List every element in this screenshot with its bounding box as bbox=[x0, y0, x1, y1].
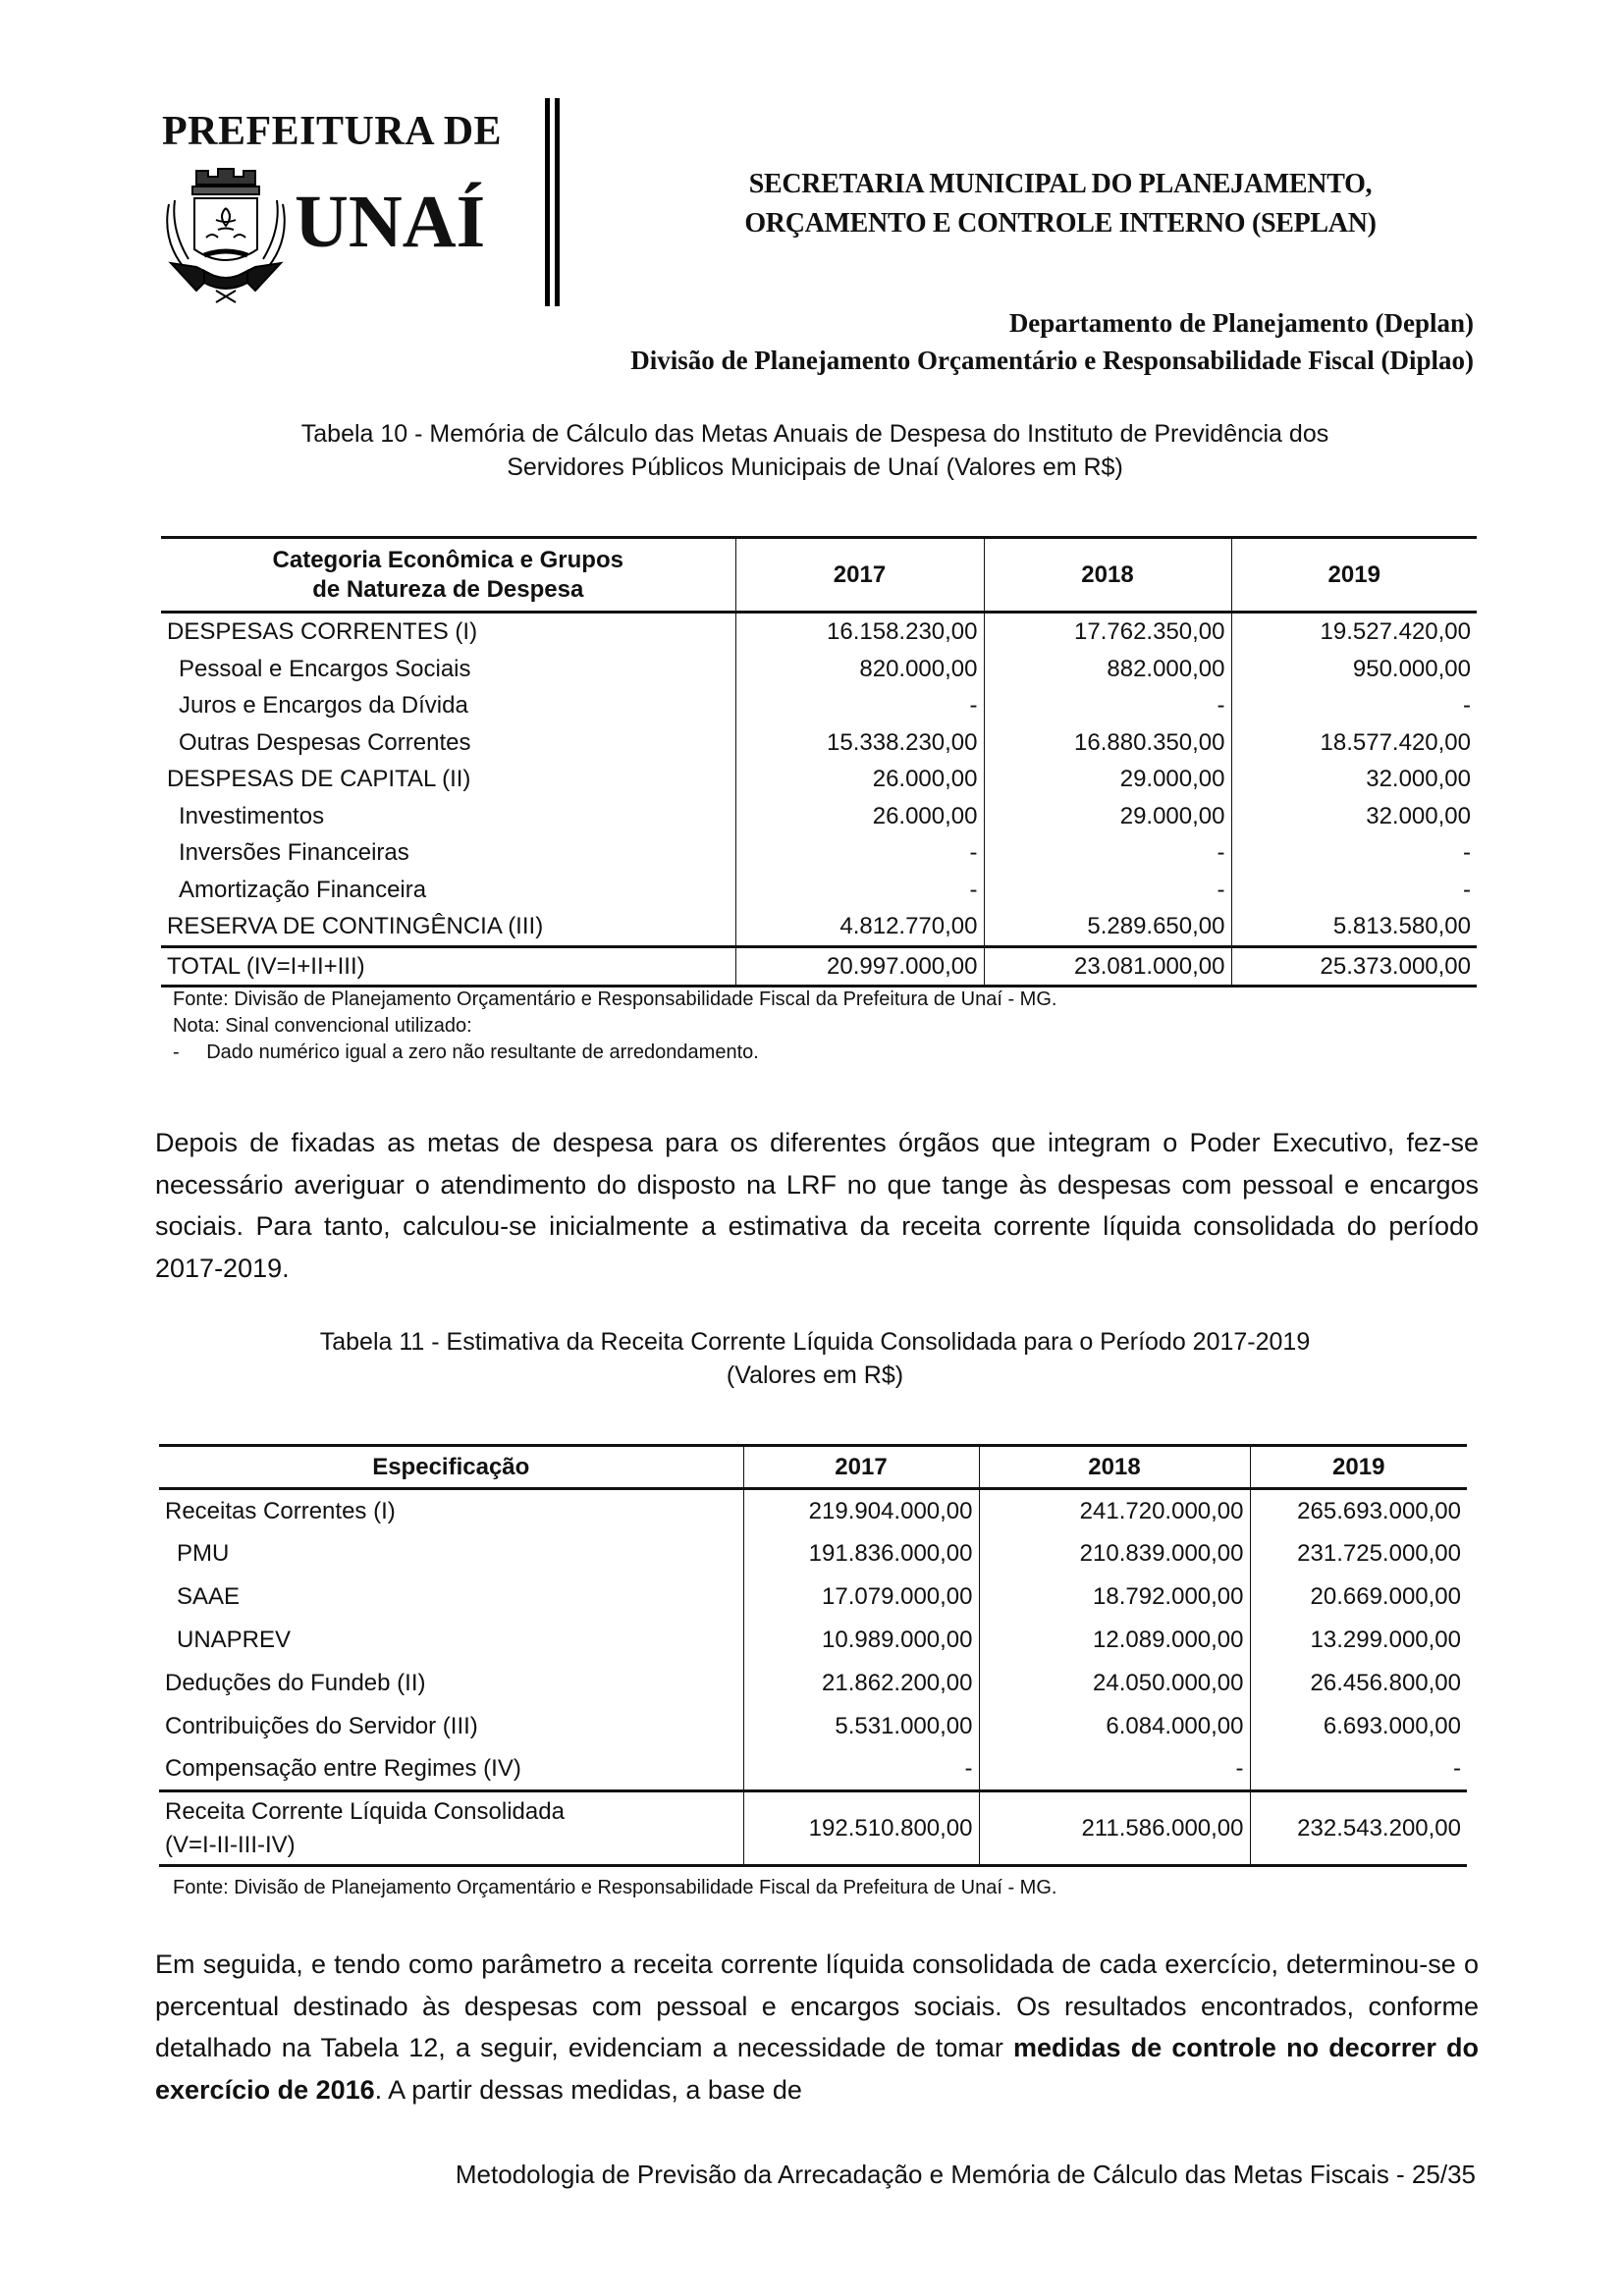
body-paragraph-2 bbox=[155, 1944, 1479, 2110]
cell-value: 10.989.000,00 bbox=[743, 1619, 979, 1662]
body-paragraph-1: Depois de fixadas as metas de despesa para os diferentes órgãos que integram o Poder Executivo, fez-se necessário averiguar o atendimento do disposto na LRF no que tange às despesas com pessoal e encargos sociais. Para tanto, calculou-se inicialmente a estimativa da receita corrente líquida consolidada do período 2017-2019. bbox=[155, 1128, 1479, 1283]
cell-value: - bbox=[1231, 834, 1477, 872]
header-divider-line bbox=[555, 98, 560, 306]
cell-value: 20.669.000,00 bbox=[1250, 1575, 1467, 1619]
cell-value: 210.839.000,00 bbox=[979, 1532, 1250, 1575]
row-label: Receitas Correntes (I) bbox=[165, 1497, 396, 1524]
header-label-line-2: de Natureza de Despesa bbox=[312, 575, 584, 603]
cell-value: 26.000,00 bbox=[735, 761, 984, 798]
logo-title-unai: UNAÍ bbox=[295, 181, 486, 263]
row-label: Investimentos bbox=[179, 802, 325, 829]
table10-header-year: 2018 bbox=[984, 538, 1231, 613]
table-row bbox=[159, 1619, 1467, 1662]
row-label: Juros e Encargos da Dívida bbox=[179, 692, 468, 720]
table11-header-year: 2019 bbox=[1250, 1446, 1467, 1489]
division-name: Divisão de Planejamento Orçamentário e Responsabilidade Fiscal (Diplao) bbox=[630, 346, 1474, 375]
table-row bbox=[159, 1532, 1467, 1575]
table-row bbox=[161, 798, 1477, 835]
table-row bbox=[161, 724, 1477, 762]
table10-header-year: 2019 bbox=[1231, 538, 1477, 613]
table11-caption-line-2: (Valores em R$) bbox=[726, 1362, 904, 1389]
table10 bbox=[161, 536, 1477, 988]
cell-value: 26.000,00 bbox=[735, 798, 984, 835]
cell-value: 16.158.230,00 bbox=[735, 613, 984, 651]
secretaria-line-1: SECRETARIA MUNICIPAL DO PLANEJAMENTO, bbox=[748, 169, 1373, 199]
cell-value: 26.456.800,00 bbox=[1250, 1662, 1467, 1705]
table-row bbox=[159, 1575, 1467, 1619]
cell-value: 950.000,00 bbox=[1231, 651, 1477, 688]
cell-value: - bbox=[1231, 872, 1477, 909]
table-row bbox=[159, 1748, 1467, 1791]
paragraph-bold-text: medidas de controle no decorrer do exercício de 2016 bbox=[155, 2033, 1479, 2105]
cell-value: 5.289.650,00 bbox=[984, 908, 1231, 946]
cell-value: 17.079.000,00 bbox=[743, 1575, 979, 1619]
row-label: DESPESAS CORRENTES (I) bbox=[167, 618, 478, 646]
table10-source: Fonte: Divisão de Planejamento Orçamentário e Responsabilidade Fiscal da Prefeitura de Unaí - MG. bbox=[173, 988, 1057, 1010]
total-value: 211.586.000,00 bbox=[979, 1791, 1250, 1866]
table11-header-specification: Especificação bbox=[159, 1446, 743, 1489]
cell-value: 32.000,00 bbox=[1231, 761, 1477, 798]
row-label: Compensação entre Regimes (IV) bbox=[165, 1755, 521, 1783]
row-label: DESPESAS DE CAPITAL (II) bbox=[167, 766, 471, 793]
cell-value: 32.000,00 bbox=[1231, 798, 1477, 835]
cell-value: 4.812.770,00 bbox=[735, 908, 984, 946]
table-row bbox=[161, 651, 1477, 688]
header-label-line-1: Categoria Econômica e Grupos bbox=[272, 546, 623, 573]
cell-value: 18.792.000,00 bbox=[979, 1575, 1250, 1619]
cell-value: 21.862.200,00 bbox=[743, 1662, 979, 1705]
total-label: TOTAL (IV=I+II+III) bbox=[161, 946, 735, 987]
cell-value: 17.762.350,00 bbox=[984, 613, 1231, 651]
cell-value: 19.527.420,00 bbox=[1231, 613, 1477, 651]
cell-value: - bbox=[984, 834, 1231, 872]
cell-value: 265.693.000,00 bbox=[1250, 1489, 1467, 1532]
cell-value: 5.531.000,00 bbox=[743, 1705, 979, 1748]
row-label: Deduções do Fundeb (II) bbox=[165, 1670, 426, 1696]
cell-value: 820.000,00 bbox=[735, 651, 984, 688]
table10-caption bbox=[177, 417, 1453, 484]
cell-value: - bbox=[1250, 1748, 1467, 1791]
table-row bbox=[159, 1489, 1467, 1532]
paragraph-text: Em seguida, e tendo como parâmetro a receita corrente líquida consolidada de cada exercício, determinou-se o percentual destinado às despesas com pessoal e encargos sociais. Os resultados encontrados, conforme detalhado na Tabela 12, a seguir, evidenciam a necessidade de tomar bbox=[155, 1949, 1479, 2062]
total-label bbox=[159, 1791, 743, 1866]
note-symbol: - bbox=[173, 1041, 180, 1063]
page-footer: Metodologia de Previsão da Arrecadação e Memória de Cálculo das Metas Fiscais - 25/35 bbox=[455, 2160, 1476, 2189]
note-text: Dado numérico igual a zero não resultante de arredondamento. bbox=[206, 1041, 759, 1063]
row-label: SAAE bbox=[177, 1583, 241, 1610]
table-row bbox=[161, 908, 1477, 946]
table-row bbox=[161, 872, 1477, 909]
table10-header-category bbox=[161, 538, 735, 613]
table11-caption-line-1: Tabela 11 - Estimativa da Receita Corrente Líquida Consolidada para o Período 2017-2019 bbox=[319, 1328, 1311, 1356]
table-total-row bbox=[159, 1791, 1467, 1866]
secretaria-line-2: ORÇAMENTO E CONTROLE INTERNO (SEPLAN) bbox=[744, 208, 1377, 239]
paragraph-text: . A partir dessas medidas, a base de bbox=[374, 2074, 802, 2105]
cell-value: 16.880.350,00 bbox=[984, 724, 1231, 762]
total-label-line-1: Receita Corrente Líquida Consolidada bbox=[165, 1797, 565, 1825]
table-row bbox=[159, 1662, 1467, 1705]
cell-value: - bbox=[979, 1748, 1250, 1791]
cell-value: 5.813.580,00 bbox=[1231, 908, 1477, 946]
total-label-line-2: (V=I-II-III-IV) bbox=[165, 1831, 296, 1858]
cell-value: 15.338.230,00 bbox=[735, 724, 984, 762]
row-label: Contribuições do Servidor (III) bbox=[165, 1713, 478, 1739]
table11-header-year: 2017 bbox=[743, 1446, 979, 1489]
table-row bbox=[159, 1705, 1467, 1748]
cell-value: 18.577.420,00 bbox=[1231, 724, 1477, 762]
row-label: UNAPREV bbox=[177, 1627, 292, 1653]
table10-note-item bbox=[173, 1040, 759, 1065]
department-heading bbox=[630, 304, 1474, 379]
table-row bbox=[161, 687, 1477, 724]
table-row bbox=[161, 613, 1477, 651]
row-label: Outras Despesas Correntes bbox=[179, 728, 471, 756]
cell-value: 12.089.000,00 bbox=[979, 1619, 1250, 1662]
total-value: 192.510.800,00 bbox=[743, 1791, 979, 1866]
cell-value: 219.904.000,00 bbox=[743, 1489, 979, 1532]
cell-value: - bbox=[735, 834, 984, 872]
cell-value: 13.299.000,00 bbox=[1250, 1619, 1467, 1662]
cell-value: 241.720.000,00 bbox=[979, 1489, 1250, 1532]
table11-caption bbox=[177, 1325, 1453, 1392]
cell-value: 6.084.000,00 bbox=[979, 1705, 1250, 1748]
cell-value: 29.000,00 bbox=[984, 761, 1231, 798]
table-row bbox=[161, 761, 1477, 798]
cell-value: - bbox=[743, 1748, 979, 1791]
row-label: RESERVA DE CONTINGÊNCIA (III) bbox=[167, 913, 544, 940]
row-label: Amortização Financeira bbox=[179, 876, 427, 903]
table11-source: Fonte: Divisão de Planejamento Orçamentário e Responsabilidade Fiscal da Prefeitura de Unaí - MG. bbox=[173, 1877, 1057, 1898]
table10-caption-line-1: Tabela 10 - Memória de Cálculo das Metas Anuais de Despesa do Instituto de Previdência dos bbox=[300, 420, 1329, 448]
logo-title-prefeitura: PREFEITURA DE bbox=[162, 109, 503, 154]
table-total-row bbox=[161, 946, 1477, 987]
row-label: Inversões Financeiras bbox=[179, 839, 409, 867]
cell-value: - bbox=[984, 872, 1231, 909]
table10-header-year: 2017 bbox=[735, 538, 984, 613]
cell-value: 231.725.000,00 bbox=[1250, 1532, 1467, 1575]
cell-value: - bbox=[735, 687, 984, 724]
cell-value: - bbox=[735, 872, 984, 909]
cell-value: 24.050.000,00 bbox=[979, 1662, 1250, 1705]
total-value: 25.373.000,00 bbox=[1231, 946, 1477, 987]
table11 bbox=[159, 1444, 1467, 1867]
cell-value: 6.693.000,00 bbox=[1250, 1705, 1467, 1748]
header-divider-line bbox=[545, 98, 550, 306]
cell-value: 191.836.000,00 bbox=[743, 1532, 979, 1575]
table10-caption-line-2: Servidores Públicos Municipais de Unaí (Valores em R$) bbox=[507, 454, 1123, 481]
table11-header-year: 2018 bbox=[979, 1446, 1250, 1489]
table-row bbox=[161, 834, 1477, 872]
total-value: 20.997.000,00 bbox=[735, 946, 984, 987]
cell-value: - bbox=[984, 687, 1231, 724]
cell-value: 29.000,00 bbox=[984, 798, 1231, 835]
department-name: Departamento de Planejamento (Deplan) bbox=[1008, 308, 1474, 338]
row-label: Pessoal e Encargos Sociais bbox=[179, 655, 471, 682]
total-value: 232.543.200,00 bbox=[1250, 1791, 1467, 1866]
row-label: PMU bbox=[177, 1540, 230, 1567]
cell-value: 882.000,00 bbox=[984, 651, 1231, 688]
cell-value: - bbox=[1231, 687, 1477, 724]
secretaria-title bbox=[687, 165, 1434, 243]
table10-note-title: Nota: Sinal convencional utilizado: bbox=[173, 1015, 472, 1037]
municipal-crest-icon bbox=[157, 165, 295, 310]
total-value: 23.081.000,00 bbox=[984, 946, 1231, 987]
